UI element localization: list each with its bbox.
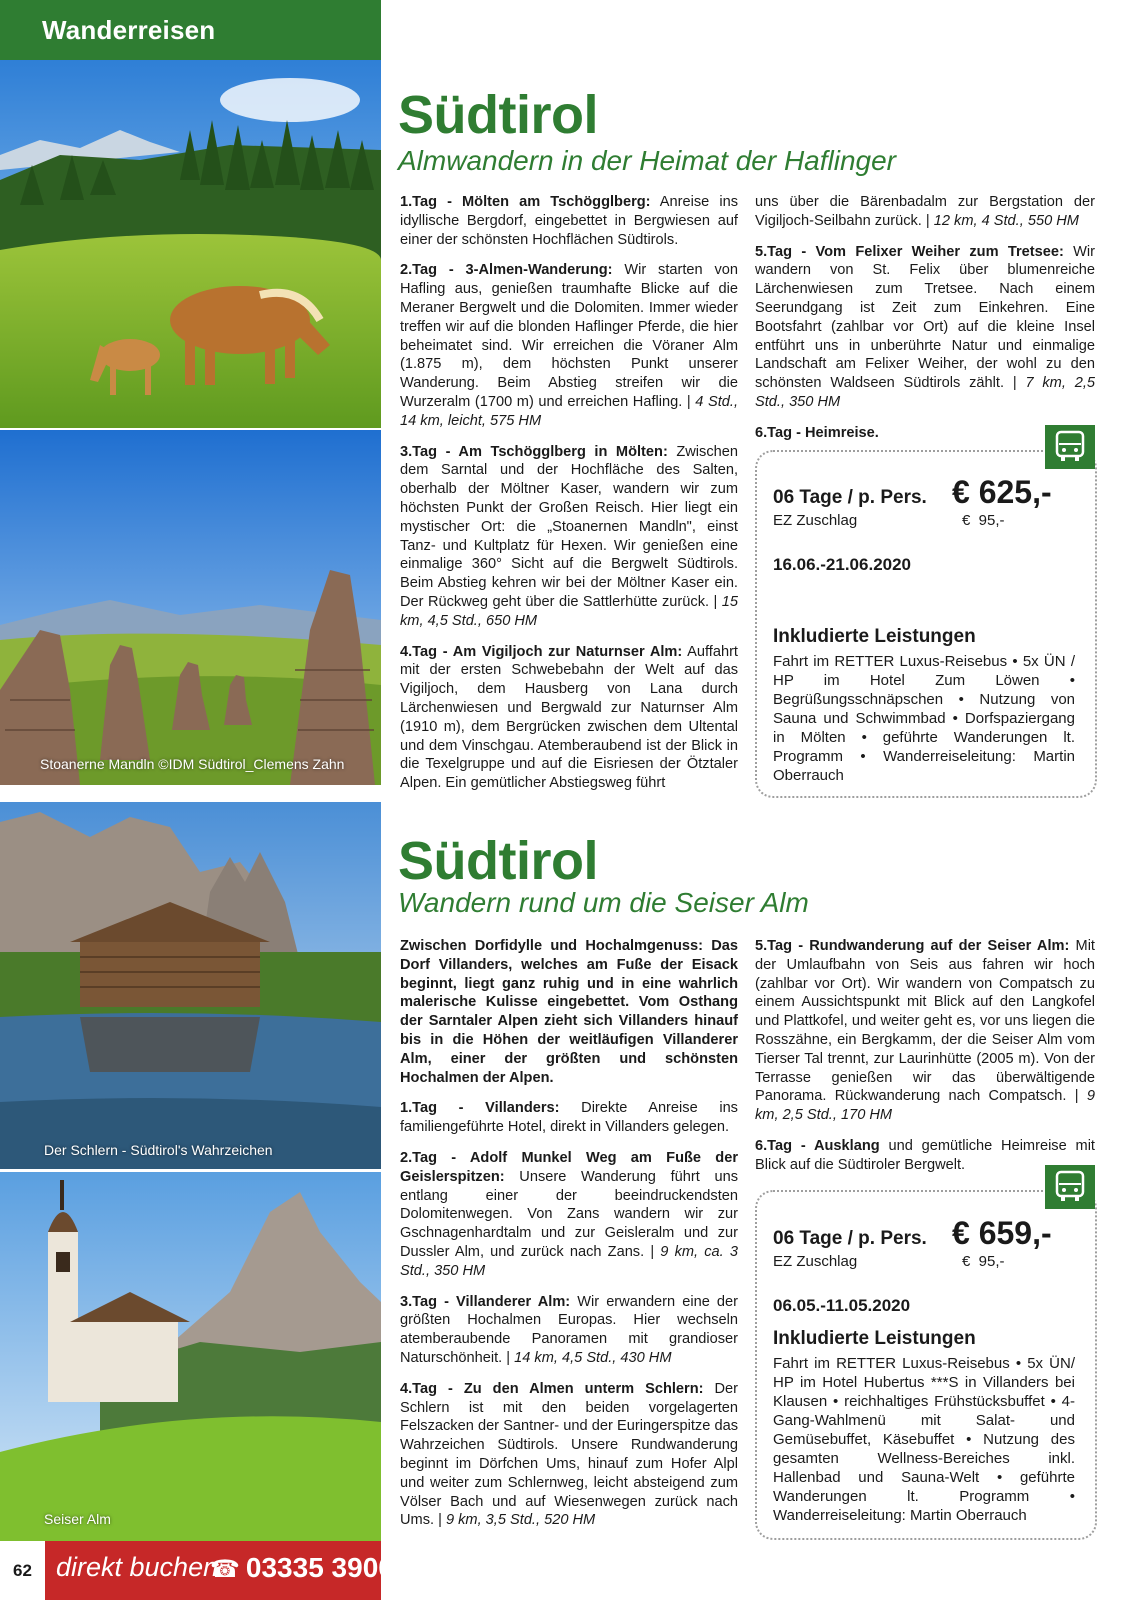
trip1-day2: 2.Tag - 3-Almen-Wanderung: Wir starten von Hafling aus, genießen traumhafte Blicke auf die Meraner Bergwelt und die Dolomiten. Immer wieder treffen wir auf die blonden Haflinger Pferde, die hier beheimatet sind. Wir erreichen die Vöraner Alm (1.875 m), dem höchsten Punkt unserer Wanderung. Beim Abstieg streifen wir die Wurzeralm (1700 m) und erreichen Hafling. | 4 Std., 14 km, leicht, 575 HM [400,262,739,429]
trip2-day3: 3.Tag - Villanderer Alm: Wir erwandern eine der größten Hochalmen Europas. Hier wechseln atemberaubende Panoramen mit grandioser Naturschönheit. | 14 km, 4,5 Std., 430 HM [400,1293,738,1366]
trip1-included-text: Fahrt im RETTER Luxus-Reisebus • 5x ÜN / HP im Hotel Zum Löwen • Begrüßungsschnäpschen • Nutzung von Sauna und Schwimmbad • Dorfspaziergang in Mölten • geführte Wanderungen lt. Programm • Wanderreiseleitung: Martin Oberrauch [773,653,1075,784]
trip1-dates: 16.06.-21.06.2020 [773,555,912,574]
trip2-intro: Zwischen Dorfidylle und Hochalmgenuss: Das Dorf Villanders, welches am Fuße der Eisack beginnt, liegt ganz ruhig und in eine wahrlich malerische Kulisse eingebettet. Vom Osthang der Sarntaler Alpen zieht sich Villanders hinauf bis in die Höhen der weitläufigen Villanderer Alm, einer der größten und schönsten Hochalmen der Alpen. [400,938,738,1086]
trip1-day5: 5.Tag - Vom Felixer Weiher zum Tretsee: Wir wandern von St. Felix über blumenreiche Lärchenwiesen zum Tretsee. Nach einem Seerundgang ist Zeit zum Einkehren. Eine Bootsfahrt (zahlbar vor Ort) auf die kleine Insel entführt uns in unberührte Natur und einmalige Landschaft am Felixer Weiher, der wohl zu den schönsten Waldseen Südtirols zählt. | 7 km, 2,5 Std., 350 HM [755,243,1095,410]
trip1-bus-badge [1045,425,1095,469]
trip2-ez-label: EZ Zuschlag [773,1253,858,1270]
trip2-title: Südtirol [398,831,598,891]
trip1-ez-label: EZ Zuschlag [773,512,858,529]
trip2-day6: 6.Tag - Ausklang und gemütliche Heimreise mit Blick auf die Südtiroler Bergwelt. [755,1137,1095,1173]
photo-caption-3: Seiser Alm [44,1511,111,1527]
trip1-day4: 4.Tag - Am Vigiljoch zur Naturnser Alm: Auffahrt mit der ersten Schwebebahn der Welt auf das Vigiljoch, dem Hausberg von Lana durch Lärchenwiesen und Bergwald zur Naturnser Alm (1910 m), dem Bergrücken zwischen dem Ultental und dem Vinschgau. Atemberaubend ist der Blick in die Texelgruppe und auf die Eisriesen der Ötztaler Alpen. Ein gemütlicher Abstiegsweg führt [400,643,738,792]
photo-haflinger-horses [0,60,381,428]
trip2-itinerary-col2 [755,937,1095,1187]
bus-icon [1055,1170,1085,1204]
phone-icon: ☎ [210,1556,240,1583]
trip2-price: € 659,- [952,1215,1052,1251]
trip2-duration: 06 Tage / p. Pers. [773,1228,927,1249]
trip1-ez-price: € 95,- [962,512,1005,529]
trip1-included-title: Inkludierte Leistungen [773,626,976,647]
trip2-day1: 1.Tag - Villanders: Direkte Anreise ins familiengeführte Hotel, direkt in Villanders gelegen. [400,1100,738,1136]
trip2-day4: 4.Tag - Zu den Almen unterm Schlern: Der Schlern ist mit den beiden vorgelagerten Felszacken der Santner- und der Euringerspitze das Wahrzeichen Südtirols. Unsere Rundwanderung beginnt im Dörfchen Ums, hinauf zum Hofer Alpl und weiter zum Schlernweg, leicht absteigend zum Völser Bach und auf Wiesenwegen zurück nach Ums. | 9 km, 3,5 Std., 520 HM [400,1380,739,1529]
photo-seiser-alm-church [0,1172,381,1541]
trip2-bus-badge [1045,1165,1095,1209]
booking-phone[interactable] [210,1552,394,1584]
section-title: Wanderreisen [42,15,216,45]
trip1-day3: 3.Tag - Am Tschögglberg in Mölten: Zwischen dem Sarntal und der Hochfläche des Salten, oberhalb der Möltner Kaser, wandern wir zum höchsten Punkt der Großen Reisch. Hier liegt ein mystischer Ort: die „Stoanernen Mandln", einst Tanz- und Kultplatz für Hexen. Wir genießen eine einmalige 360° Sicht auf die Bergwelt Südtirols. Beim Abstieg kehren wir bei der Möltner Kaser ein. Der Rückweg geht über die Sattlerhütte zurück. | 15 km, 4,5 Std., 650 HM [400,443,738,629]
page-number: 62 [0,1541,45,1600]
trip1-itinerary-col2 [755,193,1095,455]
bus-icon [1055,430,1085,464]
photo-stoanerne-mandln [0,430,381,785]
photo-schlern-hut [0,802,381,1169]
section-header [0,0,381,60]
trip2-subtitle: Wandern rund um die Seiser Alm [398,887,809,918]
phone-number: 03335 3900 [245,1552,394,1583]
trip2-ez-price: € 95,- [962,1253,1005,1270]
trip1-itinerary-col1 [400,193,738,805]
trip2-included-text: Fahrt im RETTER Luxus-Reisebus • 5x ÜN/ HP im Hotel Hubertus ***S in Villanders bei Klausen • reichhaltiges Frühstücksbuffet • 4-Gang-Wahlmenü mit Salat- und Gemüsebuffet, Käsebuffet • Nutzung des gesamten Wellness-Bereiches inkl. Hallenbad und Sauna-Welt • geführte Wanderungen lt. Programm • Wanderreiseleitung: Martin Oberrauch [773,1355,1075,1524]
trip2-dates: 06.05.-11.05.2020 [773,1296,911,1315]
photo-caption-1: Stoanerne Mandln ©IDM Südtirol_Clemens Zahn [40,756,345,772]
trip1-day1: 1.Tag - Mölten am Tschögglberg: Anreise ins idyllische Bergdorf, eingebettet in Bergwiesen auf einer der schönsten Hochflächen Südtirols. [400,194,738,248]
trip1-day6: 6.Tag - Heimreise. [755,424,879,441]
trip1-duration: 06 Tage / p. Pers. [773,487,927,508]
trip2-included-title: Inkludierte Leistungen [773,1328,976,1349]
trip1-day4-cont: uns über die Bärenbadalm zur Bergstation der Vigiljoch-Seilbahn zurück. | 12 km, 4 Std., 550 HM [755,194,1095,229]
trip1-subtitle: Almwandern in der Heimat der Haflinger [398,145,896,176]
trip1-title: Südtirol [398,85,598,145]
trip2-day2: 2.Tag - Adolf Munkel Weg am Fuße der Geislerspitzen: Unsere Wanderung führt uns entlang einer der beeindruckendsten Dolomitenwegen. Von Zans wandern wir zur Gschnagenhardtalm und zur Geisleralm und zur Dussler Alm, und zurück nach Zans. | 9 km, ca. 3 Std., 350 HM [400,1149,739,1279]
trip2-day5: 5.Tag - Rundwanderung auf der Seiser Alm: Mit der Umlaufbahn von Seis aus fahren wir hoch (zahlbar vor Ort). Wir wandern von Compatsch zu einem Aussichtspunkt mit Blick auf den Langkofel und Plattkofel, und weiter geht es, vor uns liegen die Rosszähne, ein Bergkamm, der die Seiser Alm vom Tierser Tal trennt, zur Laurinhütte (2005 m). Von der Terrasse genießen wir das überwältigende Panorama. Rückwanderung nach Compatsch. | 9 km, 2,5 Std., 170 HM [755,938,1095,1124]
trip2-itinerary-col1 [400,937,738,1542]
photo-caption-2: Der Schlern - Südtirol's Wahrzeichen [44,1142,273,1158]
trip1-price: € 625,- [952,474,1052,510]
booking-cta[interactable]: direkt buchen [56,1552,219,1582]
